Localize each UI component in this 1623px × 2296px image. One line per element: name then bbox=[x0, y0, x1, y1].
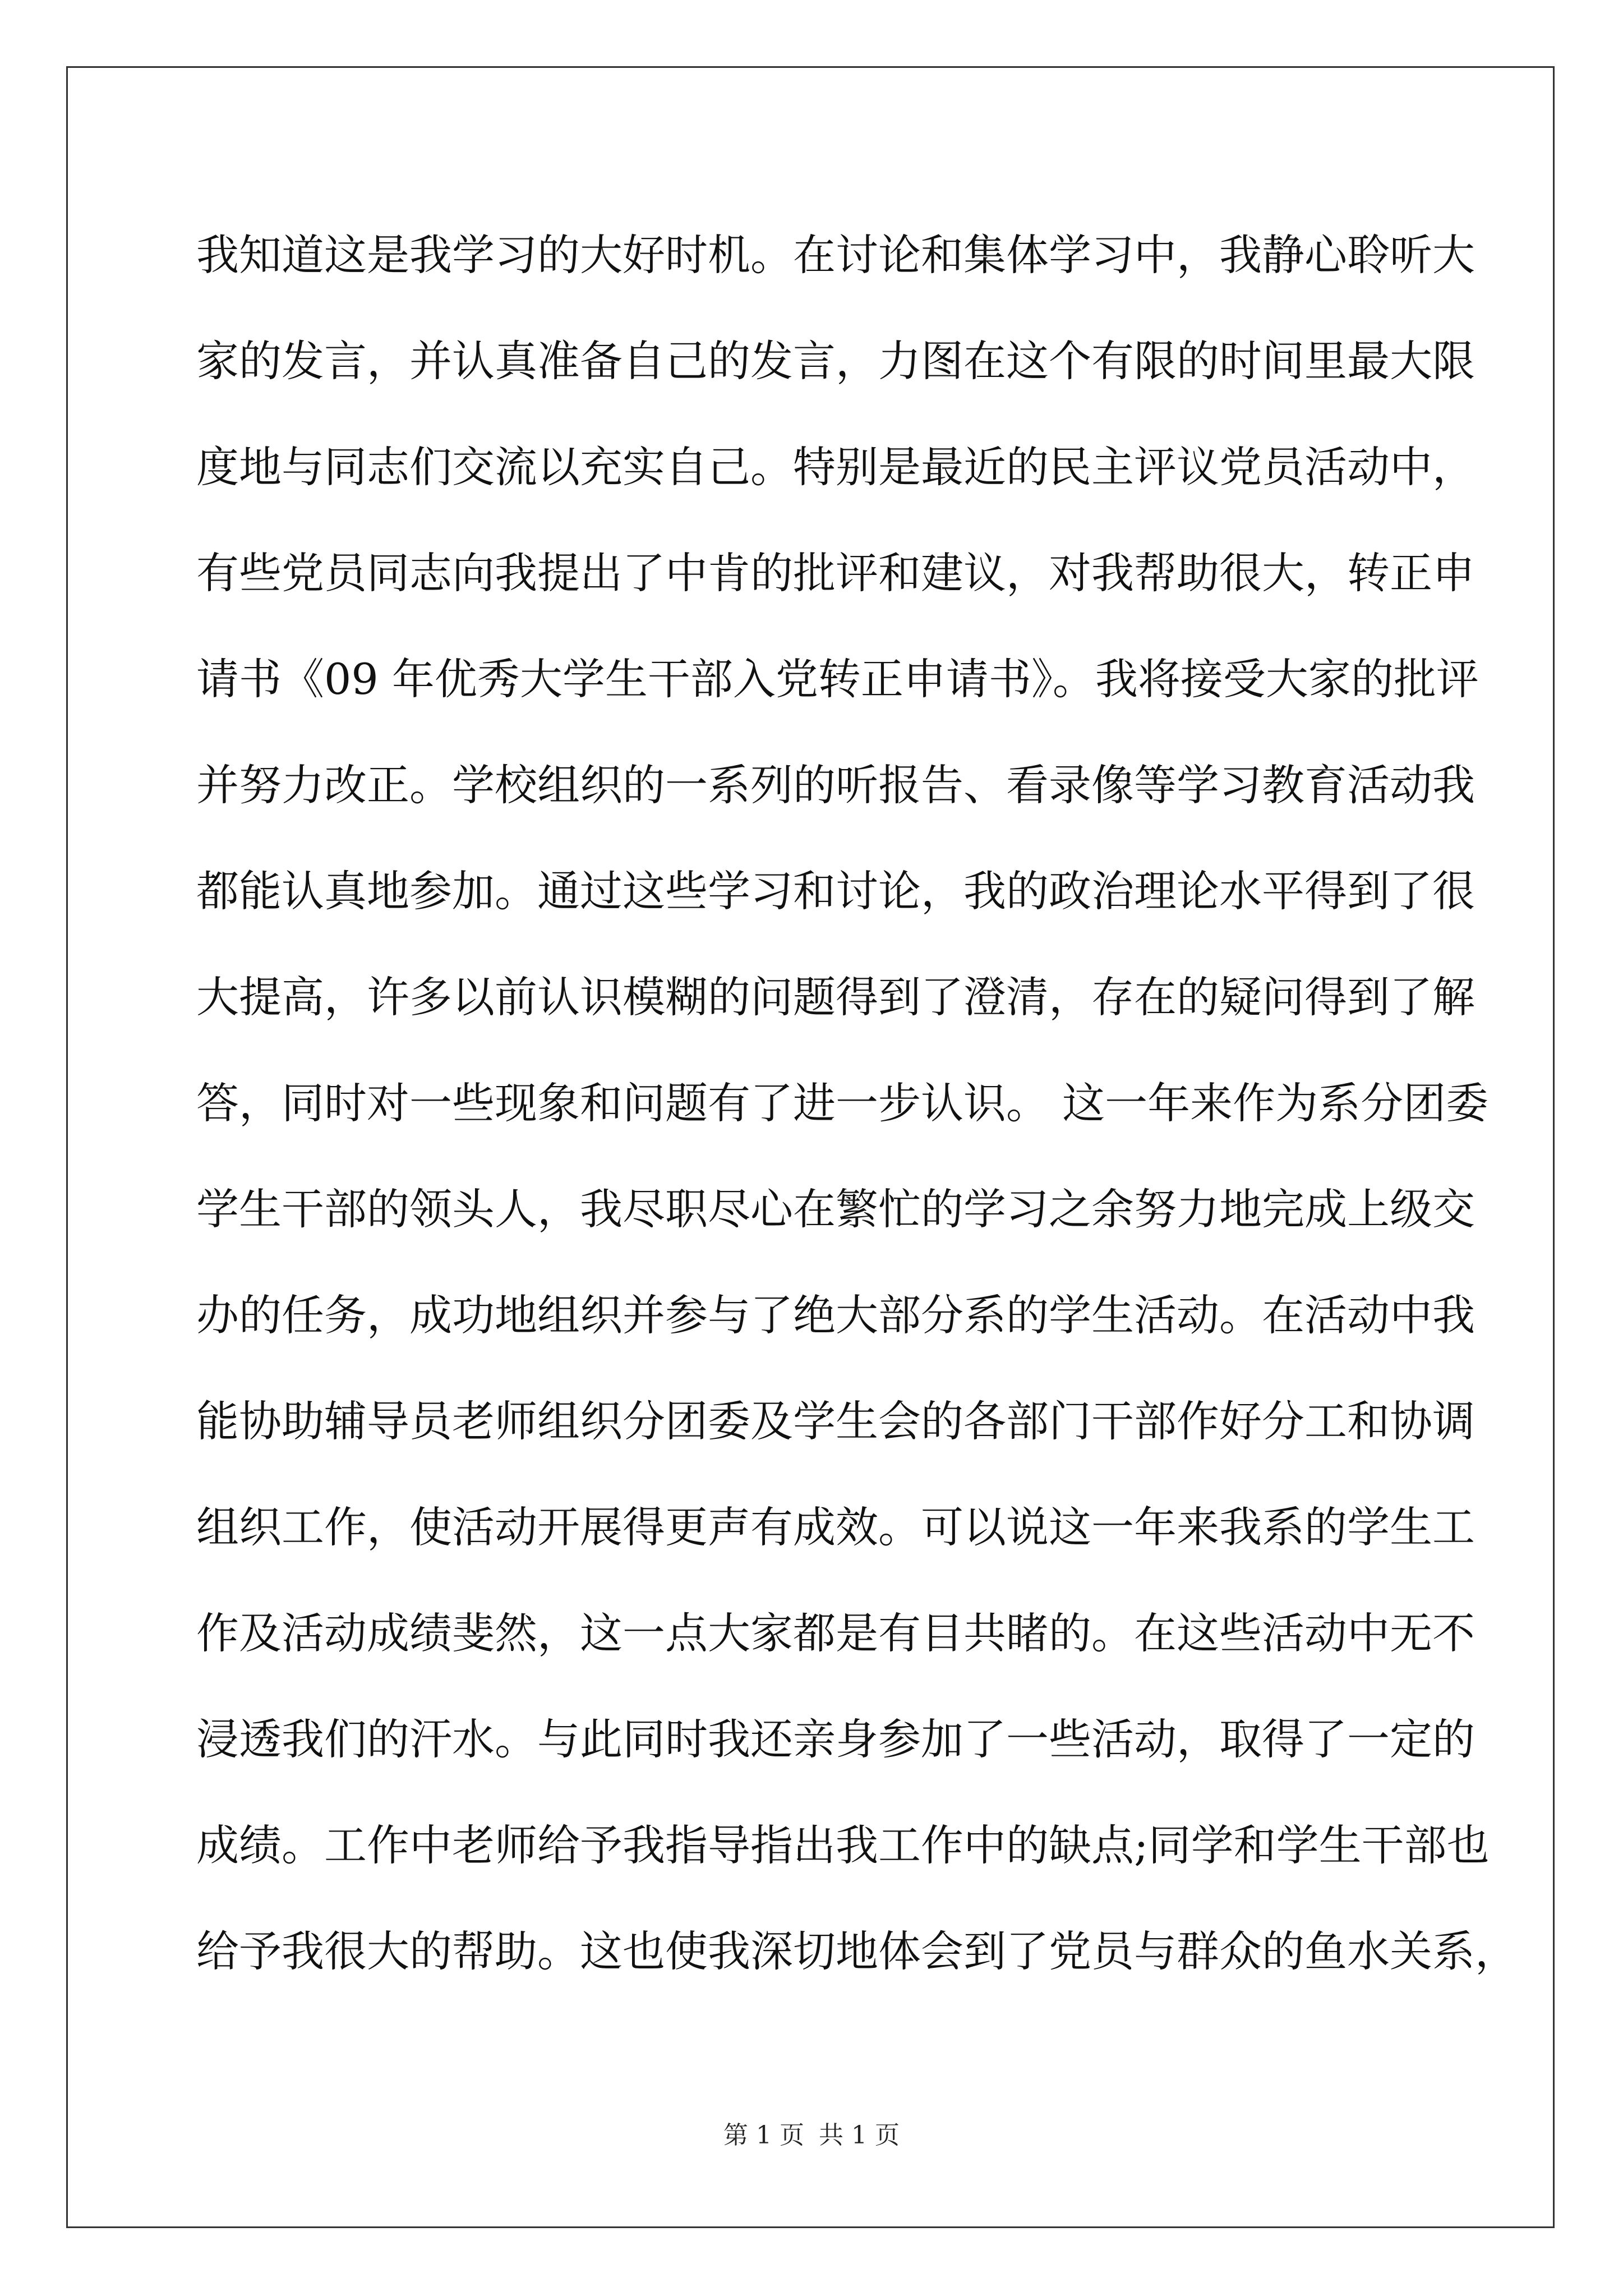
text-line: 答，同时对一些现象和问题有了进一步认识。 这一年来作为系分团委 bbox=[196, 1078, 1489, 1128]
text-line: 学生干部的领头人，我尽职尽心在繁忙的学习之余努力地完成上级交 bbox=[196, 1184, 1475, 1234]
text-line: 并努力改正。学校组织的一系列的听报告、看录像等学习教育活动我 bbox=[196, 760, 1475, 810]
text-line: 浸透我们的汗水。与此同时我还亲身参加了一些活动，取得了一定的 bbox=[196, 1714, 1475, 1764]
text-line: 我知道这是我学习的大好时机。在讨论和集体学习中，我静心聆听大 bbox=[196, 230, 1475, 280]
page-number: 第 1 页 bbox=[723, 2121, 804, 2150]
text-line: 都能认真地参加。通过这些学习和讨论，我的政治理论水平得到了很 bbox=[196, 866, 1475, 916]
text-line: 作及活动成绩斐然，这一点大家都是有目共睹的。在这些活动中无不 bbox=[196, 1608, 1475, 1658]
text-line: 请书《09 年优秀大学生干部入党转正申请书》。我将接受大家的批评 bbox=[196, 654, 1479, 704]
page-total: 共 1 页 bbox=[819, 2121, 900, 2150]
text-line: 组织工作，使活动开展得更声有成效。可以说这一年来我系的学生工 bbox=[196, 1502, 1475, 1552]
page-footer bbox=[0, 2115, 1623, 2151]
text-line: 成绩。工作中老师给予我指导指出我工作中的缺点;同学和学生干部也 bbox=[196, 1820, 1490, 1870]
text-line: 有些党员同志向我提出了中肯的批评和建议，对我帮助很大，转正申 bbox=[196, 548, 1475, 598]
text-line: 能协助辅导员老师组织分团委及学生会的各部门干部作好分工和协调 bbox=[196, 1396, 1475, 1446]
text-line: 度地与同志们交流以充实自己。特别是最近的民主评议党员活动中， bbox=[196, 442, 1475, 492]
text-line: 家的发言，并认真准备自己的发言，力图在这个有限的时间里最大限 bbox=[196, 336, 1475, 386]
text-line: 大提高，许多以前认识模糊的问题得到了澄清，存在的疑问得到了解 bbox=[196, 972, 1475, 1022]
text-line: 办的任务，成功地组织并参与了绝大部分系的学生活动。在活动中我 bbox=[196, 1290, 1475, 1340]
document-body bbox=[196, 202, 1518, 2004]
text-line: 给予我很大的帮助。这也使我深切地体会到了党员与群众的鱼水关系， bbox=[196, 1926, 1518, 1976]
